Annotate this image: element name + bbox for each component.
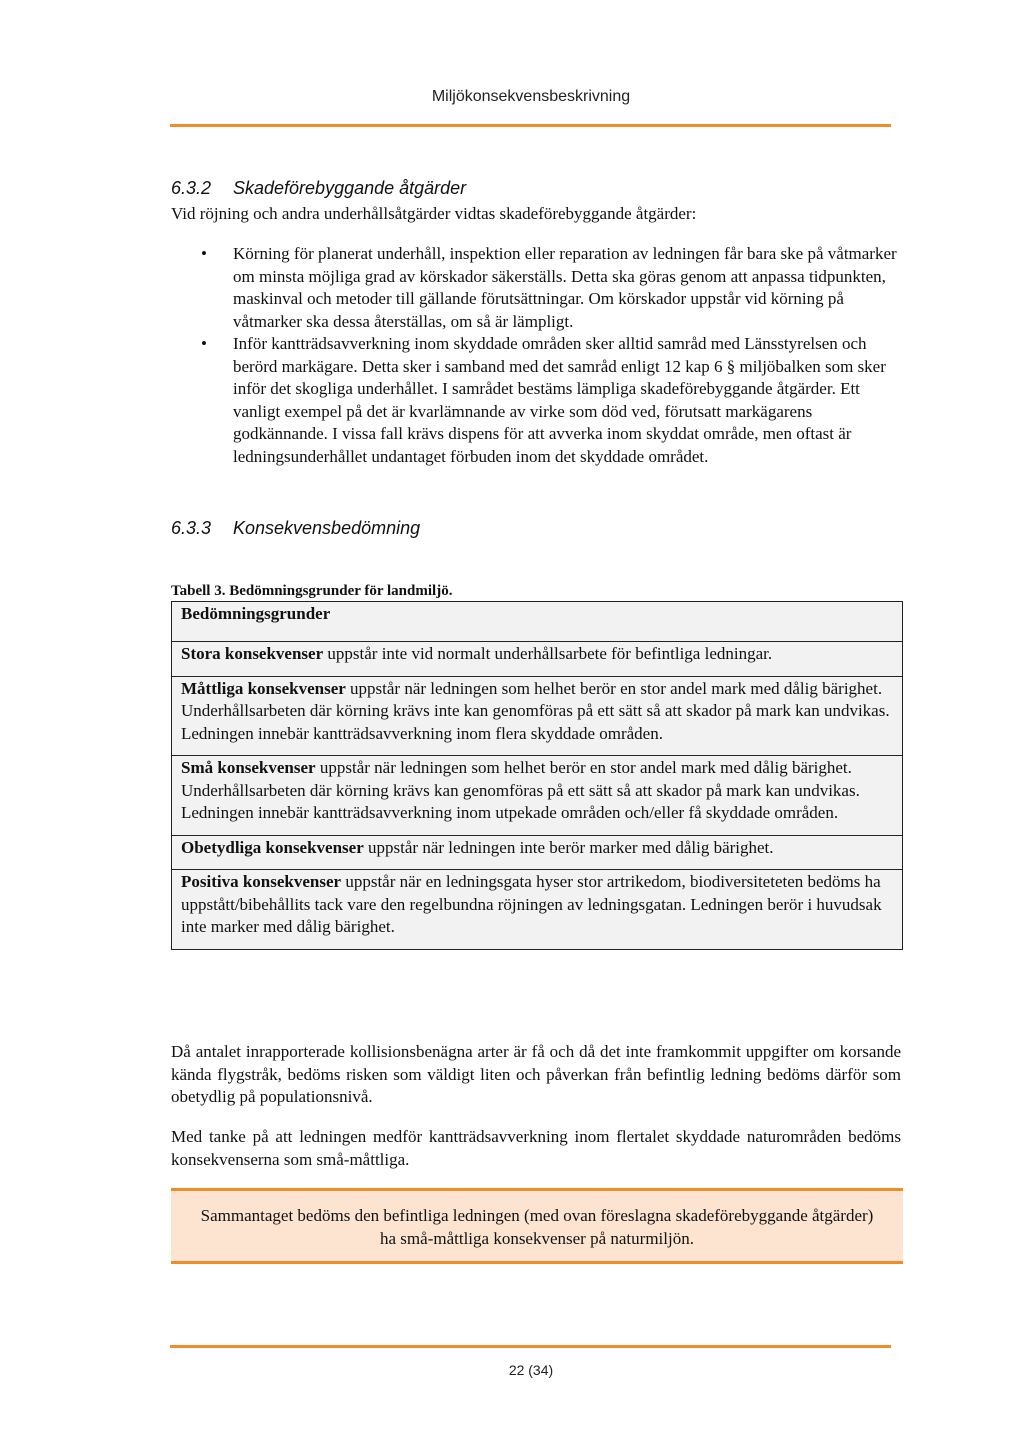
bullet-text: Körning för planerat underhåll, inspektion eller reparation av ledningen får bara ske på våtmarker om minsta möjliga grad av körskador säkerställs. Detta ska göras genom att anpassa tidpunkten, maskinval och metoder till gällande förutsättningar. Om körskador uppstår vid körning på våtmarker ska dessa återställas, om så är lämpligt. (233, 244, 897, 331)
table-cell (172, 676, 903, 756)
bullet-list (171, 243, 901, 468)
assessment-table (171, 601, 903, 950)
table-caption: Tabell 3. Bedömningsgrunder för landmiljö. (171, 583, 453, 599)
section-heading-633 (171, 518, 420, 539)
section-intro: Vid röjning och andra underhållsåtgärder vidtas skadeförebyggande åtgärder: (171, 204, 697, 223)
bullet-item (171, 333, 901, 468)
section-number: 6.3.2 (171, 178, 212, 198)
table-row (172, 756, 903, 836)
page-number: 22 (34) (508, 1362, 554, 1378)
section-title: Skadeförebyggande åtgärder (233, 178, 467, 198)
table-header-cell: Bedömningsgrunder (172, 602, 903, 642)
table-row (172, 835, 903, 870)
document-header-title: Miljökonsekvensbeskrivning (431, 88, 631, 105)
paragraph: Med tanke på att ledningen medför kantträdsavverkning inom flertalet skyddade naturområden bedöms konsekvenserna som små-måttliga. (171, 1127, 901, 1169)
bullet-icon: • (201, 244, 207, 263)
summary-box (171, 1188, 903, 1264)
row-text: uppstår när ledningen som helhet berör en stor andel mark med dålig bärighet. Underhållsarbeten där körning krävs kan genomföras på ett sätt så att skador på mark kan undvikas. Ledningen innebär kantträdsavverkning inom utpekade områden och/eller få skyddade områden. (181, 758, 860, 822)
table-cell (172, 835, 903, 870)
row-text: uppstår inte vid normalt underhållsarbete för befintliga ledningar. (323, 644, 773, 663)
row-text: uppstår när ledningen som helhet berör en stor andel mark med dålig bärighet. Underhållsarbeten där körning krävs inte kan genomföras på ett sätt så att skador på mark kan undvikas. Ledningen innebär kantträdsavverkning inom flera skyddade områden. (181, 678, 890, 743)
row-term: Stora konsekvenser (181, 644, 324, 663)
bullet-item (171, 243, 901, 333)
table-cell (172, 756, 903, 836)
section-heading-632 (171, 178, 466, 199)
row-term: Obetydliga konsekvenser (181, 837, 364, 857)
row-term: Positiva konsekvenser (181, 872, 342, 891)
paragraph: Då antalet inrapporterade kollisionsbenägna arter är få och då det inte framkommit uppgifter om korsande kända flygstråk, bedöms risken som väldigt liten och påverkan från befintlig ledning bedöms därför som obetydlig på populationsnivå. (171, 1042, 901, 1106)
header-rule (170, 124, 891, 127)
row-text: uppstår när en ledningsgata hyser stor artrikedom, biodiversiteteten bedöms ha uppstått/bibehållits tack vare den regelbundna röjningen av ledningsgatan. Ledningen berör i huvudsak inte marker med dålig bärighet. (181, 872, 882, 936)
table-cell (172, 870, 903, 950)
row-text: uppstår när ledningen inte berör marker med dålig bärighet. (363, 837, 774, 857)
table-header-row (172, 602, 903, 642)
footer-rule (170, 1345, 891, 1348)
bullet-icon: • (201, 334, 207, 353)
table-row (172, 676, 903, 756)
section-number: 6.3.3 (171, 518, 212, 538)
row-term: Måttliga konsekvenser (181, 678, 346, 698)
row-term: Små konsekvenser (181, 758, 316, 777)
table-cell (172, 642, 903, 677)
section-title: Konsekvensbedömning (233, 518, 421, 538)
summary-text: Sammantaget bedöms den befintliga ledningen (med ovan föreslagna skadeförebyggande åtgärder) ha små-måttliga konsekvenser på naturmiljön. (200, 1206, 874, 1248)
table-row (172, 642, 903, 677)
bullet-text: Inför kantträdsavverkning inom skyddade områden sker alltid samråd med Länsstyrelsen och berörd markägare. Detta sker i samband med det samråd enligt 12 kap 6 § miljöbalken som sker inför det skogliga underhållet. I samrådet bestäms lämpliga skadeförebyggande åtgärder. Ett vanligt exempel på det är kvarlämnande av virke som död ved, förutsatt markägarens godkännande. I vissa fall krävs dispens för att avverka inom skyddat område, men oftast är ledningsunderhållet undantaget förbuden inom det skyddade området. (233, 334, 886, 466)
table-row (172, 870, 903, 950)
